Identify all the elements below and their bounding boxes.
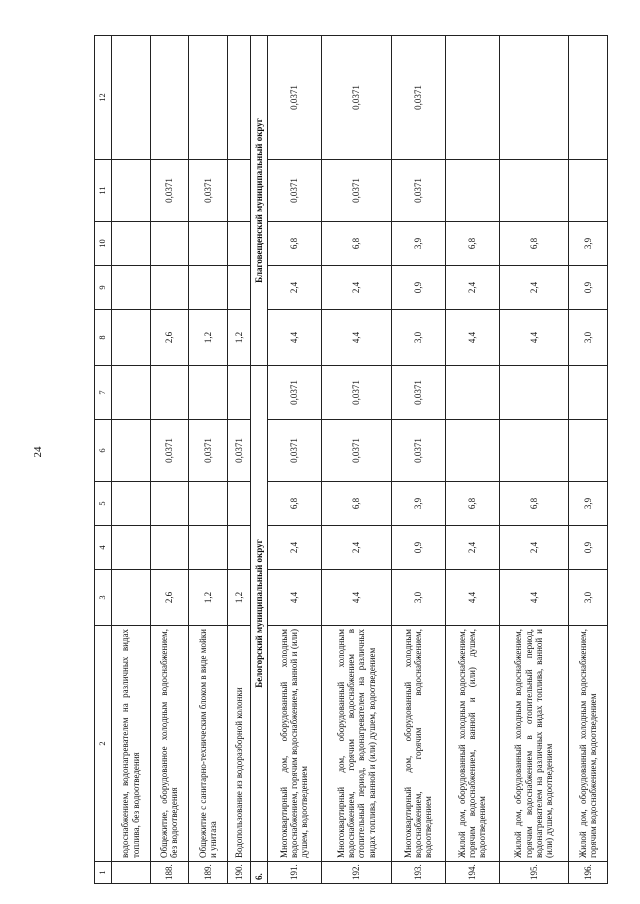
section-header-row — [250, 36, 267, 884]
column-header-1: 1 — [95, 862, 112, 884]
value-cell-c3 — [112, 570, 151, 626]
column-header-10: 10 — [95, 222, 112, 266]
value-cell-c11: 0,0371 — [150, 160, 189, 222]
value-cell-c11: 0,0371 — [391, 160, 445, 222]
value-cell-c4: 2,4 — [445, 526, 499, 570]
section-number: 6. — [250, 862, 267, 884]
column-header-2: 2 — [95, 626, 112, 862]
row-description: Общежитие, оборудованное холодным водоснабжением, без водоотведения — [150, 626, 189, 862]
page-number: 24 — [32, 446, 44, 458]
value-cell-c10 — [227, 222, 250, 266]
value-cell-c9 — [150, 266, 189, 310]
value-cell-c11: 0,0371 — [189, 160, 228, 222]
value-cell-c11 — [499, 160, 569, 222]
row-description: Многоквартирный дом, оборудованный холодным водоснабжением, горячим водоснабжением, водоотведением — [391, 626, 445, 862]
value-cell-c9: 2,4 — [445, 266, 499, 310]
value-cell-c7 — [112, 366, 151, 420]
value-cell-c8: 2,6 — [150, 310, 189, 366]
value-cell-c12 — [227, 36, 250, 160]
value-cell-c10: 3,9 — [391, 222, 445, 266]
value-cell-c5 — [112, 482, 151, 526]
value-cell-c8: 4,4 — [445, 310, 499, 366]
value-cell-c5: 6,8 — [499, 482, 569, 526]
value-cell-c4 — [189, 526, 228, 570]
row-description: Общежитие с санитарно-техническим блоком в виде мойки и унитаза — [189, 626, 228, 862]
value-cell-c9: 2,4 — [267, 266, 321, 310]
row-number: 195. — [499, 862, 569, 884]
table-row — [227, 36, 250, 884]
value-cell-c3: 4,4 — [267, 570, 321, 626]
value-cell-c5: 6,8 — [445, 482, 499, 526]
column-header-9: 9 — [95, 266, 112, 310]
row-description: Жилой дом, оборудованный холодным водоснабжением, горячим водоснабжением, водоотведением — [569, 626, 608, 862]
value-cell-c7 — [445, 366, 499, 420]
value-cell-c10 — [150, 222, 189, 266]
value-cell-c3: 3,0 — [391, 570, 445, 626]
rotated-table-container — [94, 36, 608, 884]
value-cell-c11 — [112, 160, 151, 222]
value-cell-c8: 3,0 — [391, 310, 445, 366]
value-cell-c4: 0,9 — [569, 526, 608, 570]
table-row — [150, 36, 189, 884]
value-cell-c6 — [499, 420, 569, 482]
norms-table — [94, 35, 608, 884]
row-number: 190. — [227, 862, 250, 884]
row-description: Жилой дом, оборудованный холодным водоснабжением, горячим водоснабжением, ванной и (или) душем, водоотведением — [445, 626, 499, 862]
value-cell-c11: 0,0371 — [321, 160, 391, 222]
table-row — [267, 36, 321, 884]
row-number: 193. — [391, 862, 445, 884]
value-cell-c5 — [227, 482, 250, 526]
value-cell-c5: 3,9 — [569, 482, 608, 526]
column-header-7: 7 — [95, 366, 112, 420]
value-cell-c11 — [569, 160, 608, 222]
value-cell-c10 — [189, 222, 228, 266]
row-number — [112, 862, 151, 884]
value-cell-c6: 0,0371 — [321, 420, 391, 482]
value-cell-c10: 6,8 — [267, 222, 321, 266]
value-cell-c5 — [189, 482, 228, 526]
row-description: Многоквартирный дом, оборудованный холодным водоснабжением, горячим водоснабжением в отопительный период, водонагревателем на различных видах топлива, ванной и (или) душем, водоотведением — [321, 626, 391, 862]
value-cell-c7 — [189, 366, 228, 420]
value-cell-c11 — [445, 160, 499, 222]
value-cell-c8: 3,0 — [569, 310, 608, 366]
column-header-6: 6 — [95, 420, 112, 482]
value-cell-c11 — [227, 160, 250, 222]
value-cell-c12 — [569, 36, 608, 160]
value-cell-c6 — [569, 420, 608, 482]
value-cell-c9: 2,4 — [499, 266, 569, 310]
value-cell-c7 — [150, 366, 189, 420]
value-cell-c7 — [227, 366, 250, 420]
value-cell-c3: 4,4 — [445, 570, 499, 626]
table-row — [112, 36, 151, 884]
value-cell-c10 — [112, 222, 151, 266]
table-row — [321, 36, 391, 884]
column-header-5: 5 — [95, 482, 112, 526]
value-cell-c6: 0,0371 — [150, 420, 189, 482]
value-cell-c5 — [150, 482, 189, 526]
column-header-8: 8 — [95, 310, 112, 366]
value-cell-c9 — [112, 266, 151, 310]
value-cell-c7: 0,0371 — [321, 366, 391, 420]
value-cell-c8: 4,4 — [499, 310, 569, 366]
value-cell-c10: 6,8 — [499, 222, 569, 266]
value-cell-c9: 2,4 — [321, 266, 391, 310]
row-description: Многоквартирный дом, оборудованный холодным водоснабжением, горячим водоснабжением, ванной и (или) душем, водоотведением — [267, 626, 321, 862]
value-cell-c6: 0,0371 — [227, 420, 250, 482]
row-description: Водопользование из водоразборной колонки — [227, 626, 250, 862]
value-cell-c10: 6,8 — [445, 222, 499, 266]
value-cell-c9 — [227, 266, 250, 310]
value-cell-c9 — [189, 266, 228, 310]
value-cell-c3: 1,2 — [227, 570, 250, 626]
value-cell-c10: 6,8 — [321, 222, 391, 266]
value-cell-c4 — [227, 526, 250, 570]
value-cell-c9: 0,9 — [391, 266, 445, 310]
section-title-left: Белогорский муниципальный округ — [250, 366, 267, 862]
row-number: 192. — [321, 862, 391, 884]
value-cell-c11: 0,0371 — [267, 160, 321, 222]
row-description: Жилой дом, оборудованный холодным водоснабжением, горячим водоснабжением в отопительный период, водонагревателем на различных видах топлива, ванной и (или) душем, водоотведением — [499, 626, 569, 862]
column-header-11: 11 — [95, 160, 112, 222]
value-cell-c8: 4,4 — [267, 310, 321, 366]
value-cell-c12 — [445, 36, 499, 160]
value-cell-c6 — [445, 420, 499, 482]
value-cell-c4: 2,4 — [499, 526, 569, 570]
value-cell-c5: 6,8 — [267, 482, 321, 526]
value-cell-c4: 2,4 — [267, 526, 321, 570]
section-title-right: Благовещенский муниципальный округ — [250, 36, 267, 366]
row-description: водоснабжением, водонагревателем на различных видах топлива, без водоотведения — [112, 626, 151, 862]
table-body — [112, 36, 608, 884]
value-cell-c9: 0,9 — [569, 266, 608, 310]
value-cell-c6: 0,0371 — [391, 420, 445, 482]
value-cell-c5: 6,8 — [321, 482, 391, 526]
column-header-3: 3 — [95, 570, 112, 626]
row-number: 194. — [445, 862, 499, 884]
column-header-row — [95, 36, 112, 884]
table-row — [569, 36, 608, 884]
column-header-12: 12 — [95, 36, 112, 160]
value-cell-c12: 0,0371 — [267, 36, 321, 160]
value-cell-c7 — [569, 366, 608, 420]
value-cell-c4 — [150, 526, 189, 570]
value-cell-c6: 0,0371 — [267, 420, 321, 482]
value-cell-c8: 1,2 — [227, 310, 250, 366]
value-cell-c12 — [112, 36, 151, 160]
column-header-4: 4 — [95, 526, 112, 570]
value-cell-c3: 2,6 — [150, 570, 189, 626]
row-number: 191. — [267, 862, 321, 884]
value-cell-c7: 0,0371 — [267, 366, 321, 420]
row-number: 188. — [150, 862, 189, 884]
value-cell-c6: 0,0371 — [189, 420, 228, 482]
row-number: 196. — [569, 862, 608, 884]
value-cell-c6 — [112, 420, 151, 482]
table-row — [391, 36, 445, 884]
value-cell-c3: 1,2 — [189, 570, 228, 626]
value-cell-c3: 3,0 — [569, 570, 608, 626]
value-cell-c8: 1,2 — [189, 310, 228, 366]
value-cell-c8: 4,4 — [321, 310, 391, 366]
value-cell-c3: 4,4 — [321, 570, 391, 626]
value-cell-c12: 0,0371 — [391, 36, 445, 160]
value-cell-c7: 0,0371 — [391, 366, 445, 420]
value-cell-c7 — [499, 366, 569, 420]
value-cell-c8 — [112, 310, 151, 366]
value-cell-c12: 0,0371 — [321, 36, 391, 160]
value-cell-c12 — [189, 36, 228, 160]
table-row — [189, 36, 228, 884]
table-row — [499, 36, 569, 884]
value-cell-c12 — [150, 36, 189, 160]
value-cell-c4: 2,4 — [321, 526, 391, 570]
value-cell-c12 — [499, 36, 569, 160]
value-cell-c4: 0,9 — [391, 526, 445, 570]
table-row — [445, 36, 499, 884]
value-cell-c4 — [112, 526, 151, 570]
row-number: 189. — [189, 862, 228, 884]
value-cell-c3: 4,4 — [499, 570, 569, 626]
value-cell-c10: 3,9 — [569, 222, 608, 266]
value-cell-c5: 3,9 — [391, 482, 445, 526]
